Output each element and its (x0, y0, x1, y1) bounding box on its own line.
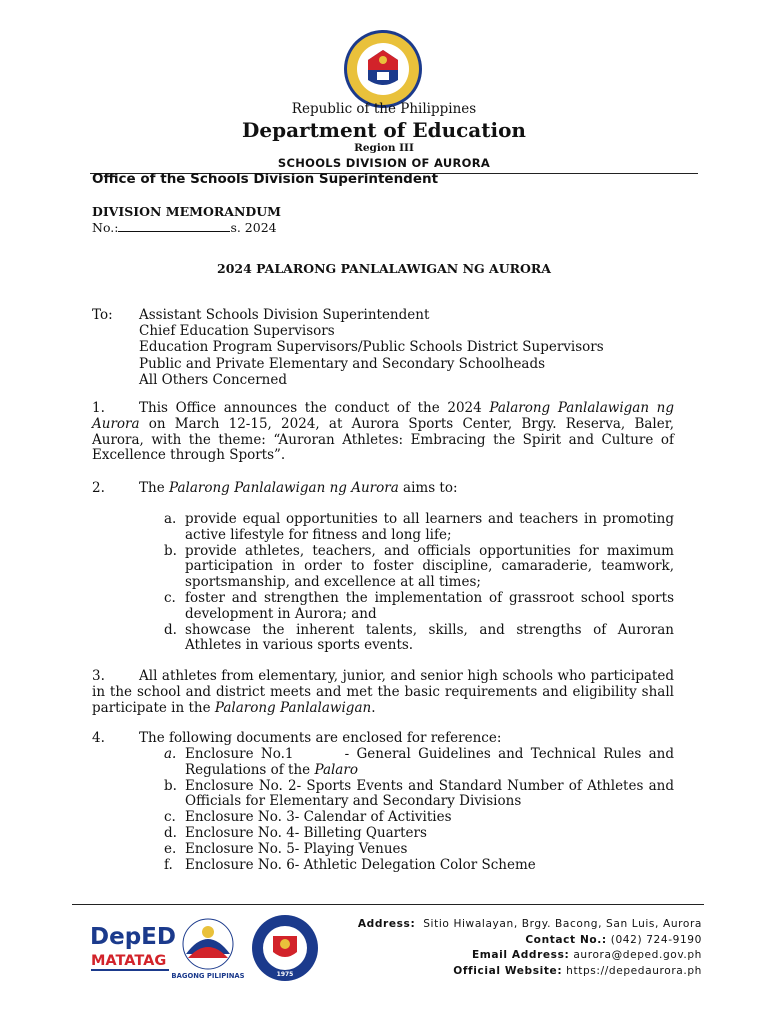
website-link[interactable]: https://depedaurora.ph (566, 964, 702, 977)
italic-run: Palarong Panlalawigan ng Aurora (92, 400, 674, 432)
email-line (358, 948, 702, 964)
paragraph-4 (92, 731, 674, 747)
list-item (164, 544, 674, 591)
footer-divider (72, 904, 704, 905)
list-text: Enclosure No. 5- Playing Venues (185, 840, 408, 857)
memo-series: s. 2024 (230, 220, 277, 235)
list-text: showcase the inherent talents, skills, and strengths of Auroran Athletes in various sports events. (185, 621, 674, 654)
recipient: All Others Concerned (139, 371, 288, 388)
deped-matatag-logo (90, 924, 176, 971)
recipient: Chief Education Supervisors (139, 323, 335, 340)
text-run: on March 12-15, 2024, at Aurora Sports Center, Brgy. Reserva, Baler, Aurora, with the theme: “Auroran Athletes: Embracing the Spirit and Culture of Excellence through Sports”. (92, 415, 674, 464)
memo-title: 2024 PALARONG PANLALAWIGAN NG AURORA (217, 261, 551, 276)
list-item (164, 810, 674, 826)
website-label: Official Website: (453, 964, 563, 977)
contact-label: Contact No.: (525, 933, 607, 946)
list-item (164, 746, 679, 779)
department-name: Department of Education (242, 118, 526, 142)
list-marker: a. (164, 511, 177, 527)
address-value: Sitio Hiwalayan, Brgy. Bacong, San Luis, Aurora (423, 918, 702, 930)
list-item (164, 591, 674, 623)
list-marker: d. (164, 621, 177, 638)
to-label: To: (92, 307, 113, 323)
recipient: Assistant Schools Division Superintendent (139, 307, 430, 323)
recipient: Education Program Supervisors/Public Schools District Supervisors (139, 339, 604, 356)
list-marker: d. (164, 824, 177, 841)
bagong-pilipinas-text: BAGONG PILIPINAS (171, 972, 245, 980)
memo-no-blank (118, 220, 230, 232)
list-item (164, 858, 674, 874)
list-marker: b. (164, 777, 177, 794)
seal-year: 1975 (276, 971, 294, 978)
list-item (164, 826, 674, 842)
office-line: Office of the Schools Division Superintendent (92, 171, 439, 187)
list-item (164, 842, 674, 858)
paragraph-body (92, 401, 674, 464)
division-name: SCHOOLS DIVISION OF AURORA (277, 156, 491, 170)
italic-run: Palaro (314, 761, 358, 778)
paragraph-2 (92, 481, 674, 497)
address-line (358, 917, 702, 933)
contact-value: (042) 724-9190 (610, 933, 702, 946)
recipient-list (139, 307, 604, 388)
footer-logos (88, 914, 328, 982)
memo-number (92, 220, 277, 235)
list-text: Enclosure No. 4- Billeting Quarters (185, 824, 427, 841)
text-run: . (371, 699, 376, 716)
sdo-aurora-seal (252, 915, 318, 981)
text-run: This Office announces the conduct of the 2024 (139, 400, 490, 416)
italic-run: Palarong Panlalawigan (214, 699, 372, 716)
deped-logo-text: DepED (90, 924, 176, 950)
list-item (164, 623, 674, 655)
list-text: provide equal opportunities to all learners and teachers in promoting active lifestyle for fitness and long life; (185, 511, 674, 543)
list-text: Enclosure No. 2- Sports Events and Standard Number of Athletes and Officials for Elementary and Secondary Divisions (185, 777, 674, 810)
paragraph-number: 4. (92, 730, 105, 746)
paragraph-body (92, 669, 674, 716)
list-marker: a. (164, 746, 177, 762)
memo-no-label: No.: (92, 220, 119, 235)
email-value[interactable]: aurora@deped.gov.ph (573, 949, 702, 962)
matatag-text: MATATAG (91, 953, 167, 969)
list-text: Enclosure No. 6- Athletic Delegation Color Scheme (185, 856, 536, 873)
contact-block (358, 917, 702, 979)
list-text: Enclosure No.1 - General Guidelines and Technical Rules and Regulations of the (185, 746, 679, 778)
recipient: Public and Private Elementary and Secondary Schoolheads (139, 355, 546, 372)
paragraph-number: 1. (92, 400, 105, 416)
list-text: foster and strengthen the implementation of grassroot school sports development in Aurora; and (185, 589, 674, 622)
address-label: Address: (357, 918, 416, 930)
paragraph-body: The following documents are enclosed for reference: (139, 730, 502, 746)
italic-run: Palarong Panlalawigan ng Aurora (168, 480, 399, 496)
list-item (164, 512, 674, 544)
text-run: All athletes from elementary, junior, and senior high schools who participated in the school and district meets and met the basic requirements and eligibility shall participate in the (92, 668, 674, 716)
bagong-pilipinas-logo (171, 919, 244, 980)
contact-line (358, 933, 702, 949)
region-line: Region III (354, 142, 414, 154)
enclosure-list (164, 746, 679, 873)
republic-line: Republic of the Philippines (291, 101, 477, 117)
paragraph-number: 2. (92, 480, 105, 496)
paragraph-number: 3. (92, 668, 105, 684)
list-text: provide athletes, teachers, and officials opportunities for maximum participation in order to foster discipline, camaraderie, teamwork, sportsmanship, and excellence at all times; (185, 542, 674, 591)
paragraph-body (92, 481, 674, 497)
aims-list (164, 512, 674, 654)
list-marker: e. (164, 840, 177, 857)
list-marker: b. (164, 542, 177, 559)
list-marker: c. (164, 589, 176, 606)
memo-type: DIVISION MEMORANDUM (92, 204, 281, 219)
list-text: Enclosure No. 3- Calendar of Activities (185, 809, 452, 826)
website-line (358, 964, 702, 980)
paragraph-3 (92, 669, 674, 716)
paragraph-1 (92, 401, 674, 464)
list-item (164, 779, 674, 811)
list-marker: c. (164, 809, 176, 826)
email-label: Email Address: (471, 949, 570, 962)
text-run: The (139, 480, 169, 496)
list-marker: f. (164, 856, 173, 873)
deped-seal-logo (342, 28, 424, 110)
text-run: aims to: (398, 480, 458, 496)
